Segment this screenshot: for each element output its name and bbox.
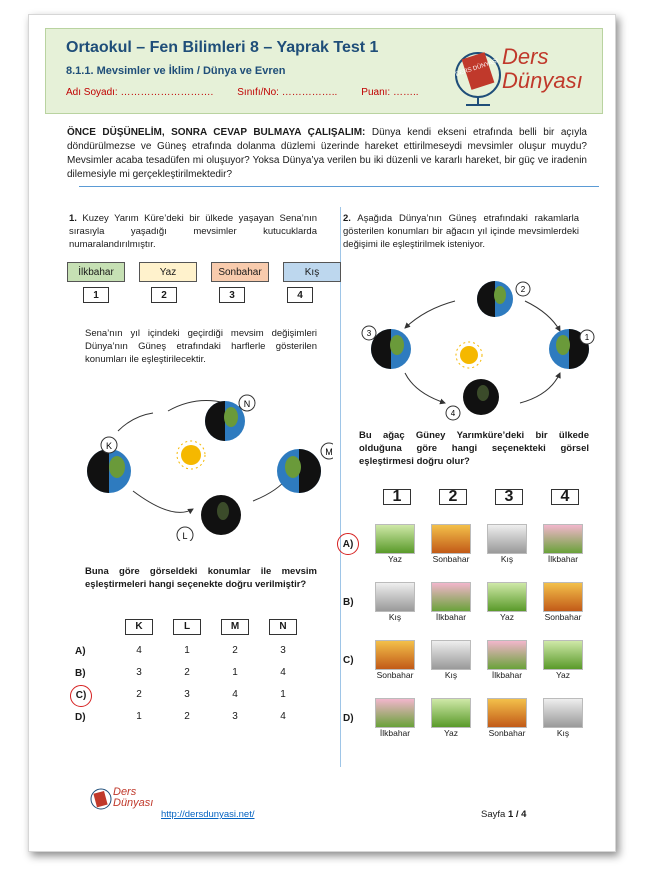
footer-website-link[interactable]: http://dersdunyasi.net/ bbox=[161, 809, 255, 820]
option-value: 4 bbox=[280, 711, 286, 722]
tree-autumn-image bbox=[543, 582, 583, 612]
book-label: DERS DÜNYASI bbox=[454, 58, 500, 78]
intro-text: Dünya kendi ekseni etrafında belli bir açıyla döndürülmezse ve Güneş etrafında dolanma düzlemi üzerinde hareket ettirilmeseydi mevsimler oluşur muydu? Mevsimler acaba tesadüfen mi oluşuyor? Yoksa Dünya’ya verilen bu iki düzenli ve kararlı hareket, bir güç ve iradenin dilemesiyle mi gerçekleştirilmektedir? bbox=[67, 127, 587, 180]
tree-spring-image bbox=[487, 640, 527, 670]
option-caption: Kış bbox=[556, 728, 570, 738]
q1-col-header: N bbox=[269, 619, 297, 635]
q2-question: Bu ağaç Güney Yarımküre’deki bir ülkede olduğuna göre hangi seçenekteki görsel eşleştirmesi doğru olur? bbox=[359, 430, 589, 467]
earth-icon-2 bbox=[477, 281, 513, 317]
season-number: 3 bbox=[219, 287, 245, 303]
student-fields bbox=[66, 87, 446, 98]
option-value: 3 bbox=[136, 667, 142, 678]
brand-logo bbox=[452, 41, 592, 109]
tree-summer-image bbox=[375, 524, 415, 554]
worksheet-header bbox=[45, 28, 603, 114]
option-value: 1 bbox=[232, 667, 238, 678]
q2-col-header: 4 bbox=[551, 489, 579, 505]
q1-question: Buna göre görseldeki konumlar ile mevsim eşleştirmeleri hangi seçenekte doğru verilmiştir? bbox=[85, 566, 317, 590]
season-boxes bbox=[67, 262, 341, 282]
q1-answer-table bbox=[75, 619, 307, 729]
earth-icon-K bbox=[87, 449, 131, 493]
tree-summer-image bbox=[487, 582, 527, 612]
q2-col-header: 3 bbox=[495, 489, 523, 505]
q1-orbit-diagram bbox=[73, 381, 333, 541]
q1-option-c[interactable] bbox=[75, 685, 307, 707]
q1-text: Kuzey Yarım Küre’deki bir ülkede yaşayan Sena’nın sırasıyla yaşadığı mevsimler kutucuklarda numaralandırılmıştır. bbox=[69, 213, 317, 250]
option-label: D) bbox=[343, 712, 354, 724]
earth-icon-M bbox=[277, 449, 321, 493]
position-label-4: 4 bbox=[450, 409, 456, 418]
option-caption: İlkbahar bbox=[491, 670, 523, 680]
option-caption: Yaz bbox=[443, 728, 459, 738]
q2-option-c[interactable] bbox=[329, 631, 591, 689]
q2-number: 2. bbox=[343, 213, 351, 224]
season-number: 2 bbox=[151, 287, 177, 303]
tree-summer-image bbox=[543, 640, 583, 670]
season-summer: Yaz bbox=[139, 262, 197, 282]
tree-autumn-image bbox=[487, 698, 527, 728]
tree-winter-image bbox=[375, 582, 415, 612]
position-label-1: 1 bbox=[584, 333, 590, 342]
option-caption: Sonbahar bbox=[488, 728, 526, 738]
sun-icon bbox=[177, 441, 205, 469]
q2-orbit-diagram bbox=[355, 273, 595, 423]
q1-text-block bbox=[69, 212, 317, 251]
option-value: 2 bbox=[232, 645, 238, 656]
season-winter: Kış bbox=[283, 262, 341, 282]
page-separator: / bbox=[513, 809, 522, 820]
tree-autumn-image bbox=[375, 640, 415, 670]
worksheet-subtitle: 8.1.1. Mevsimler ve İklim / Dünya ve Evren bbox=[66, 65, 286, 77]
q2-option-a[interactable] bbox=[329, 515, 591, 573]
answer-circle: C) bbox=[70, 685, 92, 707]
tree-spring-image bbox=[375, 698, 415, 728]
tree-summer-image bbox=[431, 698, 471, 728]
option-value: 1 bbox=[184, 645, 190, 656]
worksheet-title: Ortaokul – Fen Bilimleri 8 – Yaprak Test 1 bbox=[66, 39, 379, 56]
page-indicator bbox=[481, 809, 526, 820]
tree-autumn-image bbox=[431, 524, 471, 554]
option-caption: Yaz bbox=[499, 612, 515, 622]
option-label: C) bbox=[343, 654, 354, 666]
option-caption: Sonbahar bbox=[544, 612, 582, 622]
position-label-L: L bbox=[182, 531, 188, 541]
tree-spring-image bbox=[543, 524, 583, 554]
score-field: Puanı: …….. bbox=[361, 87, 419, 98]
earth-icon-L bbox=[201, 495, 241, 535]
tree-winter-image bbox=[543, 698, 583, 728]
page-prefix: Sayfa bbox=[481, 809, 508, 820]
footer-brand-line1: Ders bbox=[113, 786, 137, 798]
q2-col-header: 2 bbox=[439, 489, 467, 505]
brand-name-line1: Ders bbox=[502, 44, 549, 69]
option-caption: Yaz bbox=[555, 670, 571, 680]
option-value: 3 bbox=[280, 645, 286, 656]
brand-name-line2: Dünyası bbox=[502, 68, 583, 93]
option-value: 2 bbox=[136, 689, 142, 700]
option-value: 3 bbox=[184, 689, 190, 700]
option-caption: Sonbahar bbox=[432, 554, 470, 564]
option-caption: Yaz bbox=[387, 554, 403, 564]
option-label: B) bbox=[75, 668, 86, 679]
option-caption: Kış bbox=[388, 612, 402, 622]
option-value: 4 bbox=[136, 645, 142, 656]
q2-option-d[interactable] bbox=[329, 689, 591, 747]
option-caption: İlkbahar bbox=[379, 728, 411, 738]
season-autumn: Sonbahar bbox=[211, 262, 269, 282]
position-label-2: 2 bbox=[520, 285, 526, 294]
option-value: 2 bbox=[184, 711, 190, 722]
q2-option-b[interactable] bbox=[329, 573, 591, 631]
option-label: A) bbox=[75, 646, 86, 657]
option-value: 4 bbox=[232, 689, 238, 700]
season-spring: İlkbahar bbox=[67, 262, 125, 282]
season-number: 4 bbox=[287, 287, 313, 303]
tree-spring-image bbox=[431, 582, 471, 612]
option-value: 3 bbox=[232, 711, 238, 722]
q1-number: 1. bbox=[69, 213, 77, 224]
option-value: 2 bbox=[184, 667, 190, 678]
tree-winter-image bbox=[431, 640, 471, 670]
position-label-N: N bbox=[243, 399, 251, 409]
name-field: Adı Soyadı: ………………………. bbox=[66, 87, 214, 98]
position-label-K: K bbox=[105, 441, 113, 451]
option-caption: Sonbahar bbox=[376, 670, 414, 680]
earth-icon-3 bbox=[371, 329, 411, 369]
q2-text: Aşağıda Dünya’nın Güneş etrafındaki rakamlarla gösterilen konumları bir ağacın yıl içinde mevsimlerdeki değişimi ile eşleştirilmek isteniyor. bbox=[343, 213, 579, 250]
earth-icon-4 bbox=[463, 379, 499, 415]
page-total: 4 bbox=[521, 809, 527, 820]
worksheet-page bbox=[28, 14, 616, 852]
class-field: Sınıfı/No: …………….. bbox=[237, 87, 338, 98]
tree-winter-image bbox=[487, 524, 527, 554]
intro-paragraph bbox=[67, 126, 587, 182]
footer-brand-line2: Dünyası bbox=[113, 797, 154, 809]
q1-option-d[interactable] bbox=[75, 707, 307, 729]
q1-col-header: L bbox=[173, 619, 201, 635]
q1-col-header: K bbox=[125, 619, 153, 635]
footer-globe-icon bbox=[89, 787, 113, 815]
q1-text2: Sena’nın yıl içindeki geçirdiği mevsim değişimleri Dünya’nın Güneş etrafındaki harflerle gösterilen konumları ile eşleştirilecektir. bbox=[85, 328, 317, 365]
season-number-boxes bbox=[83, 287, 313, 303]
q2-text-block bbox=[343, 212, 579, 251]
position-label-M: M bbox=[325, 447, 333, 457]
option-label: B) bbox=[343, 596, 354, 608]
q1-option-a[interactable] bbox=[75, 641, 307, 663]
earth-icon-N bbox=[205, 401, 245, 441]
option-caption: İlkbahar bbox=[547, 554, 579, 564]
option-value: 1 bbox=[280, 689, 286, 700]
option-value: 4 bbox=[280, 667, 286, 678]
q2-col-headers bbox=[383, 489, 579, 505]
intro-heading: ÖNCE DÜŞÜNELİM, SONRA CEVAP BULMAYA ÇALIŞALIM: bbox=[67, 127, 366, 138]
answer-circle: A) bbox=[337, 533, 359, 555]
q1-option-b[interactable] bbox=[75, 663, 307, 685]
q2-options bbox=[329, 515, 591, 747]
option-caption: Kış bbox=[500, 554, 514, 564]
q1-col-header: M bbox=[221, 619, 249, 635]
option-value: 1 bbox=[136, 711, 142, 722]
q2-col-header: 1 bbox=[383, 489, 411, 505]
option-caption: Kış bbox=[444, 670, 458, 680]
season-number: 1 bbox=[83, 287, 109, 303]
option-label: D) bbox=[75, 712, 86, 723]
sun-icon bbox=[456, 342, 482, 368]
divider bbox=[79, 186, 599, 187]
footer-brand bbox=[89, 787, 169, 819]
option-caption: İlkbahar bbox=[435, 612, 467, 622]
position-label-3: 3 bbox=[366, 329, 372, 338]
page-current: 1 bbox=[507, 809, 514, 820]
